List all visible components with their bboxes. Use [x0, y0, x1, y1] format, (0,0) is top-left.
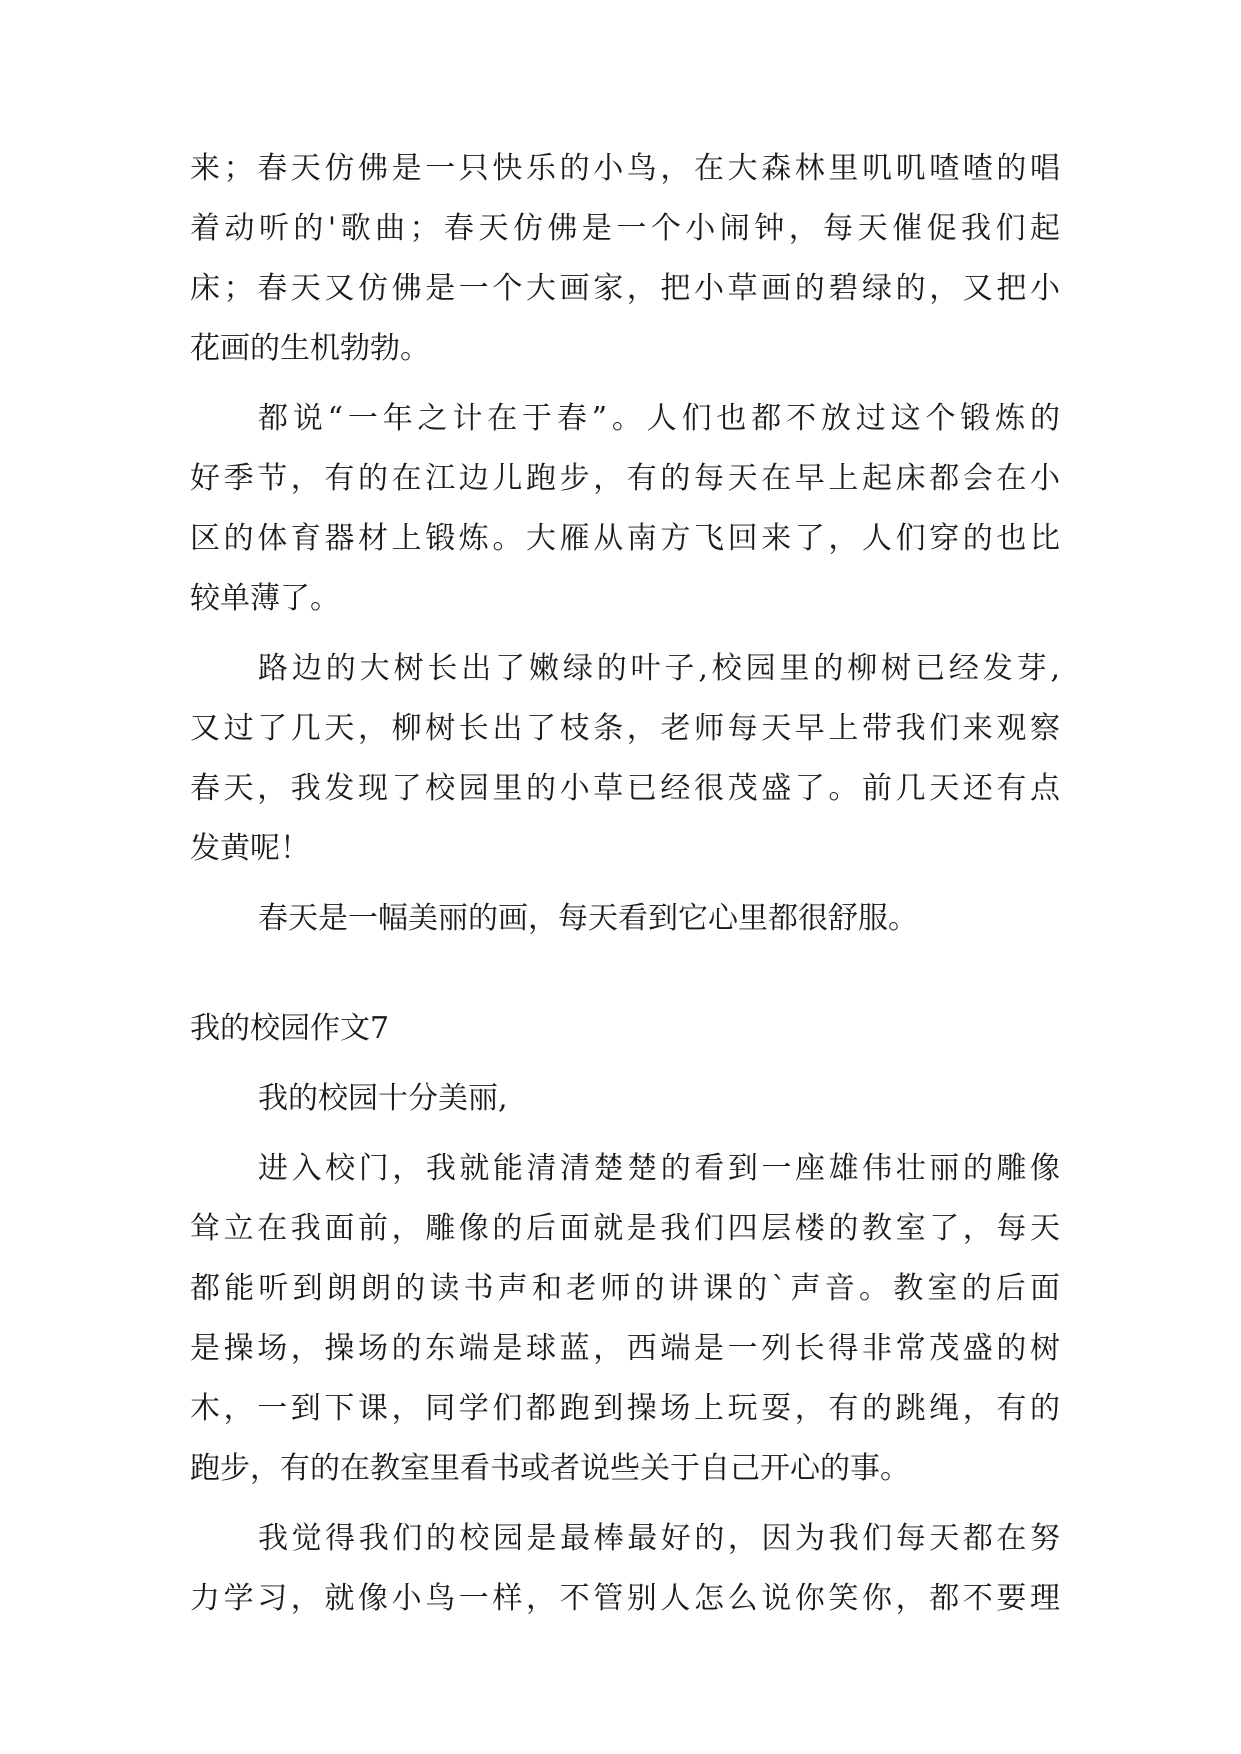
paragraph-line: 着动听的'歌曲；春天仿佛是一个小闹钟，每天催促我们起: [190, 211, 1060, 246]
paragraph-line: 来；春天仿佛是一只快乐的小鸟，在大森林里叽叽喳喳的唱: [190, 151, 1060, 186]
paragraph-line: 春天是一幅美丽的画，每天看到它心里都很舒服。: [258, 901, 918, 936]
paragraph-line: 区的体育器材上锻炼。大雁从南方飞回来了，人们穿的也比: [190, 521, 1060, 556]
paragraph-line: 跑步，有的在教室里看书或者说些关于自己开心的事。: [190, 1451, 910, 1486]
paragraph-line: 都说“一年之计在于春”。人们也都不放过这个锻炼的: [258, 401, 1060, 436]
paragraph-line: 又过了几天，柳树长出了枝条，老师每天早上带我们来观察: [190, 711, 1060, 746]
paragraph-line: 好季节，有的在江边儿跑步，有的每天在早上起床都会在小: [190, 461, 1060, 496]
paragraph-line: 较单薄了。: [190, 581, 340, 616]
paragraph-line: 发黄呢！: [190, 831, 310, 866]
paragraph-line: 耸立在我面前，雕像的后面就是我们四层楼的教室了，每天: [190, 1211, 1060, 1246]
paragraph-line: 床；春天又仿佛是一个大画家，把小草画的碧绿的，又把小: [190, 271, 1060, 306]
paragraph-line: 我的校园十分美丽,: [258, 1081, 508, 1116]
paragraph-line: 木，一到下课，同学们都跑到操场上玩耍，有的跳绳，有的: [190, 1391, 1060, 1426]
paragraph-line: 力学习，就像小鸟一样，不管别人怎么说你笑你，都不要理: [190, 1581, 1060, 1616]
paragraph-line: 春天，我发现了校园里的小草已经很茂盛了。前几天还有点: [190, 771, 1060, 806]
section-heading: 我的校园作文7: [190, 1011, 390, 1046]
paragraph-line: 进入校门，我就能清清楚楚的看到一座雄伟壮丽的雕像: [258, 1151, 1060, 1186]
paragraph-line: 都能听到朗朗的读书声和老师的讲课的`声音。教室的后面: [190, 1271, 1060, 1306]
paragraph-line: 是操场，操场的东端是球蓝，西端是一列长得非常茂盛的树: [190, 1331, 1060, 1366]
paragraph-line: 花画的生机勃勃。: [190, 331, 430, 366]
paragraph-line: 路边的大树长出了嫩绿的叶子,校园里的柳树已经发芽,: [258, 651, 1060, 686]
paragraph-line: 我觉得我们的校园是最棒最好的，因为我们每天都在努: [258, 1521, 1060, 1556]
